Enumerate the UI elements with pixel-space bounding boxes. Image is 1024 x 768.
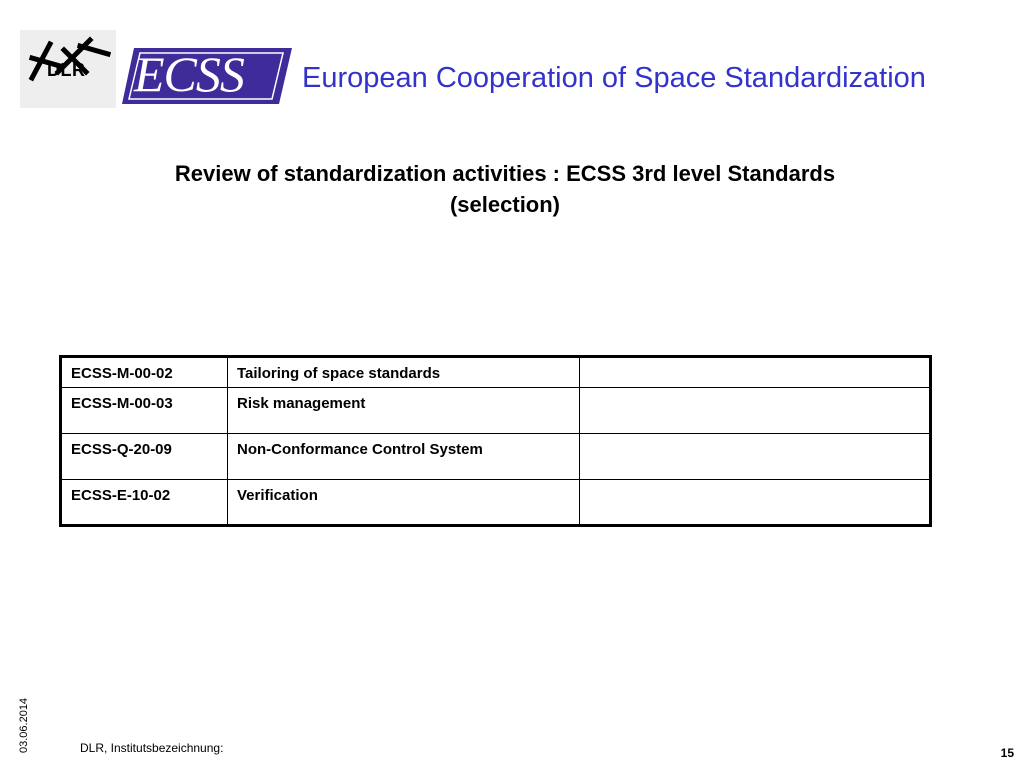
standard-code: ECSS-M-00-02: [61, 357, 228, 388]
dlr-logo-text: DLR: [47, 60, 86, 80]
footer-date: 03.06.2014: [18, 697, 30, 753]
slide-title-line-1: Review of standardization activities : ECSS 3rd level Standards: [174, 161, 836, 186]
standards-table: [59, 355, 932, 527]
standard-title: Tailoring of space standards: [228, 357, 580, 388]
table-row: [61, 388, 931, 434]
standard-note: [580, 480, 931, 526]
standard-note: [580, 434, 931, 480]
table-row: [61, 357, 931, 388]
standard-title: Verification: [228, 480, 580, 526]
table-row: [61, 434, 931, 480]
slide-title: [60, 158, 950, 220]
standard-code: ECSS-Q-20-09: [61, 434, 228, 480]
standard-code: ECSS-M-00-03: [61, 388, 228, 434]
slide-title-line-2: (selection): [449, 192, 561, 217]
standard-title: Non-Conformance Control System: [228, 434, 580, 480]
page-number: 15: [1000, 746, 1014, 760]
standard-code: ECSS-E-10-02: [61, 480, 228, 526]
footer-institution: DLR, Institutsbezeichnung:: [80, 741, 224, 755]
header-title: European Cooperation of Space Standardization: [302, 62, 926, 94]
standard-note: [580, 388, 931, 434]
ecss-logo-text: ECSS: [134, 46, 244, 102]
standard-note: [580, 357, 931, 388]
table-row: [61, 480, 931, 526]
standard-title: Risk management: [228, 388, 580, 434]
